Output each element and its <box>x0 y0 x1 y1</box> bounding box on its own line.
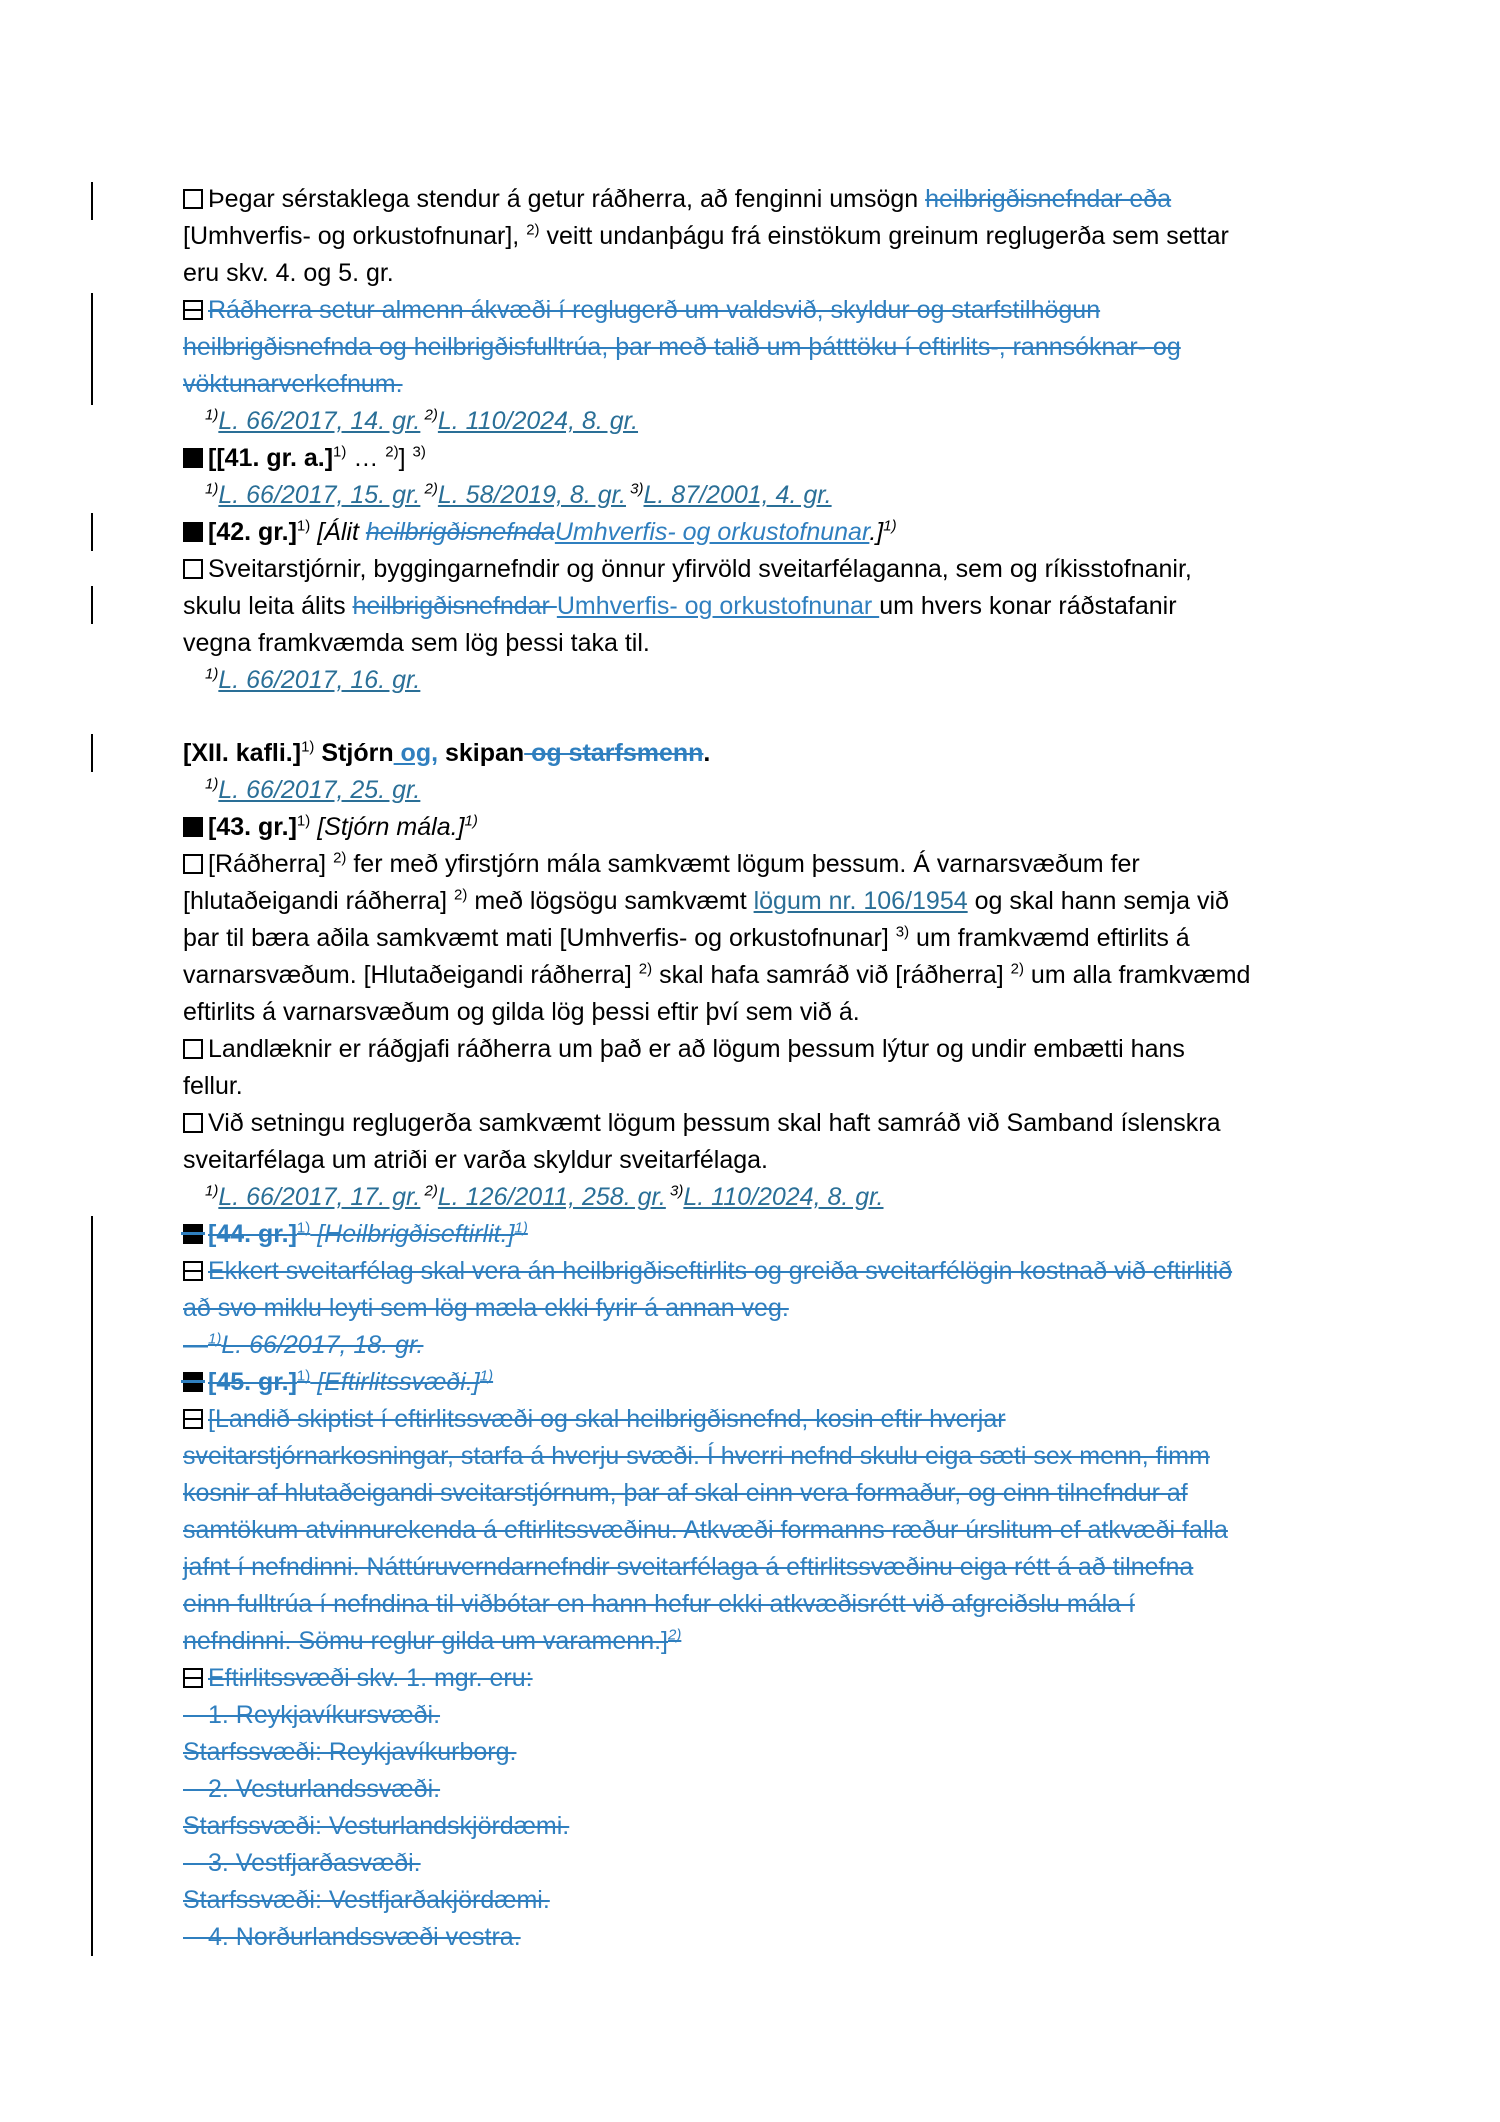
deleted-paragraph-line: sveitarstjórnarkosningar, starfa á hverju svæði. Í hverri nefnd skulu eiga sæti sex menn, fimm <box>183 1442 1210 1470</box>
law-reference-link[interactable]: L. 87/2001, 4. gr. <box>643 481 832 509</box>
article-marker-icon <box>183 817 203 837</box>
article-heading: [43. gr.]$^{1)}$ [Stjórn mála.]$^{1)}$ <box>183 809 478 846</box>
paragraph-marker-icon <box>183 189 203 209</box>
paragraph-line: sveitarfélaga um atriði er varða skyldur sveitarfélaga. <box>183 1146 768 1174</box>
chapter-heading: [XII. kafli.]$^{1)}$ Stjórn og, skipan og starfsmenn. <box>183 738 711 767</box>
deleted-list-detail: Starfssvæði: Vesturlandskjördæmi. <box>183 1812 570 1840</box>
paragraph-line: eftirlits á varnarsvæðum og gilda lög þessi eftir því sem við á. <box>183 998 860 1026</box>
deleted-paragraph-line: Ráðherra setur almenn ákvæði í reglugerð um valdsvið, skyldur og starfstilhögun <box>183 292 1100 329</box>
paragraph-line: vegna framkvæmda sem lög þessi taka til. <box>183 629 650 657</box>
paragraph-line: skulu leita álits heilbrigðisnefndar Umhverfis- og orkustofnunar um hvers konar ráðstafanir <box>183 592 1177 620</box>
deleted-paragraph-line: samtökum atvinnurekenda á eftirlitssvæðinu. Atkvæði formanns ræður úrslitum ef atkvæði falla <box>183 1516 1228 1544</box>
footnote-line: $^{1)}$L. 66/2017, 16. gr. <box>205 665 421 694</box>
deleted-paragraph-line: Eftirlitssvæði skv. 1. mgr. eru: <box>183 1660 533 1697</box>
paragraph-line: [Umhverfis- og orkustofnunar], $^{2)}$ veitt undanþágu frá einstökum greinum reglugerða sem settar <box>183 221 1229 250</box>
change-bar <box>91 513 93 551</box>
deleted-article-heading: [44. gr.]$^{1)}$ [Heilbrigðiseftirlit.]$^{1)}$ <box>183 1216 528 1253</box>
paragraph-line: fellur. <box>183 1072 243 1100</box>
law-reference-link[interactable]: L. 66/2017, 25. gr. <box>218 776 421 804</box>
law-reference-link[interactable]: L. 66/2017, 18. gr. <box>221 1331 424 1359</box>
change-bar <box>91 1216 93 1956</box>
deleted-article-heading: [45. gr.]$^{1)}$ [Eftirlitssvæði.]$^{1)}$ <box>183 1364 493 1401</box>
law-reference-link[interactable]: L. 66/2017, 15. gr. <box>218 481 421 509</box>
deleted-paragraph-line: [Landið skiptist í eftirlitssvæði og skal heilbrigðisnefnd, kosin eftir hverjar <box>183 1401 1006 1438</box>
article-heading: [[41. gr. a.]$^{1)}$ … $^{2)}$] $^{3)}$ <box>183 440 426 477</box>
footnote-marker: 2) <box>526 221 540 239</box>
deleted-list-item: 4. Norðurlandssvæði vestra. <box>208 1923 521 1951</box>
change-bar <box>91 586 93 624</box>
paragraph-line: [Ráðherra] $^{2)}$ fer með yfirstjórn mála samkvæmt lögum þessum. Á varnarsvæðum fer <box>183 846 1140 883</box>
law-reference-link[interactable]: L. 126/2011, 258. gr. <box>437 1183 666 1211</box>
paragraph-line: Við setningu reglugerða samkvæmt lögum þessum skal haft samráð við Samband íslenskra <box>183 1105 1221 1142</box>
inserted-text: og, <box>393 739 439 767</box>
article-marker-icon <box>183 1224 203 1244</box>
paragraph-marker-icon <box>183 300 203 320</box>
deleted-paragraph-line: Ekkert sveitarfélag skal vera án heilbrigðiseftirlits og greiða sveitarfélögin kostnað við eftirlitið <box>183 1253 1232 1290</box>
deleted-list-detail: Starfssvæði: Reykjavíkurborg. <box>183 1738 517 1766</box>
change-bar <box>91 293 93 405</box>
deleted-list-item: 3. Vestfjarðasvæði. <box>208 1849 421 1877</box>
paragraph-marker-icon <box>183 1113 203 1133</box>
paragraph-line: varnarsvæðum. [Hlutaðeigandi ráðherra] $^{2)}$ skal hafa samráð við [ráðherra] $^{2)}$ um alla framkvæmd <box>183 960 1251 989</box>
paragraph-line: Landlæknir er ráðgjafi ráðherra um það er að lögum þessum lýtur og undir embætti hans <box>183 1031 1185 1068</box>
paragraph-marker-icon <box>183 1261 203 1281</box>
law-reference-link[interactable]: L. 110/2024, 8. gr. <box>437 407 639 435</box>
paragraph-marker-icon <box>183 1409 203 1429</box>
change-bar <box>91 182 93 220</box>
footnote-line: $^{1)}$L. 66/2017, 14. gr. $^{2)}$L. 110/2024, 8. gr. <box>205 406 639 435</box>
paragraph-line: eru skv. 4. og 5. gr. <box>183 259 394 287</box>
law-reference-link[interactable]: L. 58/2019, 8. gr. <box>437 481 626 509</box>
law-reference-link[interactable]: L. 110/2024, 8. gr. <box>683 1183 884 1211</box>
paragraph-line: þar til bæra aðila samkvæmt mati [Umhverfis- og orkustofnunar] $^{3)}$ um framkvæmd eftirlits á <box>183 923 1190 952</box>
footnote-line: $^{1)}$L. 66/2017, 15. gr. $^{2)}$L. 58/2019, 8. gr. $^{3)}$L. 87/2001, 4. gr. <box>205 480 832 509</box>
deleted-list-item: 2. Vesturlandssvæði. <box>208 1775 441 1803</box>
deleted-text: og starfsmenn <box>524 739 704 767</box>
deleted-list-detail: Starfssvæði: Vestfjarðakjördæmi. <box>183 1886 550 1914</box>
article-marker-icon <box>183 1372 203 1392</box>
inserted-text: Umhverfis- og orkustofnunar <box>556 592 880 620</box>
deleted-list-item: 1. Reykjavíkursvæði. <box>208 1701 441 1729</box>
deleted-paragraph-line: einn fulltrúa í nefndina til viðbótar en hann hefur ekki atkvæðisrétt við afgreiðslu mála í <box>183 1590 1135 1618</box>
footnote-line: $^{1)}$L. 66/2017, 17. gr. $^{2)}$L. 126/2011, 258. gr. $^{3)}$L. 110/2024, 8. gr. <box>205 1182 884 1211</box>
paragraph-line: Þegar sérstaklega stendur á getur ráðherra, að fenginni umsögn heilbrigðisnefndar eða <box>183 181 1171 218</box>
deleted-paragraph-line: jafnt í nefndinni. Náttúruverndarnefndir sveitarfélaga á eftirlitssvæðinu eiga rétt á að tilnefna <box>183 1553 1194 1581</box>
deleted-paragraph-line: kosnir af hlutaðeigandi sveitarstjórnum, þar af skal einn vera formaður, og einn tilnefndur af <box>183 1479 1188 1507</box>
paragraph-marker-icon <box>183 854 203 874</box>
article-marker-icon <box>183 448 203 468</box>
change-bar <box>91 734 93 772</box>
law-reference-link[interactable]: L. 66/2017, 14. gr. <box>218 407 421 435</box>
paragraph-marker-icon <box>183 1039 203 1059</box>
deleted-footnote-line: —$^{1)}$L. 66/2017, 18. gr. <box>183 1330 424 1359</box>
paragraph-line: Sveitarstjórnir, byggingarnefndir og önnur yfirvöld sveitarfélaganna, sem og ríkisstofnanir, <box>183 551 1192 588</box>
paragraph-marker-icon <box>183 1668 203 1688</box>
inserted-text: Umhverfis- og orkustofnunar <box>554 518 870 546</box>
paragraph-marker-icon <box>183 559 203 579</box>
deleted-paragraph-line: heilbrigðisnefnda og heilbrigðisfulltrúa, þar með talið um þátttöku í eftirlits-, rannsóknar- og <box>183 333 1181 361</box>
law-link[interactable]: lögum nr. 106/1954 <box>753 887 968 915</box>
article-heading: [42. gr.]$^{1)}$ [Álit heilbrigðisnefndaUmhverfis- og orkustofnunar.]$^{1)}$ <box>183 514 897 551</box>
deleted-paragraph-line: nefndinni. Sömu reglur gilda um varamenn.]$^{2)}$ <box>183 1626 682 1655</box>
deleted-paragraph-line: að svo miklu leyti sem lög mæla ekki fyrir á annan veg. <box>183 1294 789 1322</box>
deleted-paragraph-line: vöktunarverkefnum. <box>183 370 403 398</box>
law-reference-link[interactable]: L. 66/2017, 16. gr. <box>218 666 421 694</box>
paragraph-line: [hlutaðeigandi ráðherra] $^{2)}$ með lögsögu samkvæmt lögum nr. 106/1954 og skal hann semja við <box>183 886 1229 915</box>
law-reference-link[interactable]: L. 66/2017, 17. gr. <box>218 1183 421 1211</box>
footnote-line: $^{1)}$L. 66/2017, 25. gr. <box>205 775 421 804</box>
article-marker-icon <box>183 522 203 542</box>
deleted-text: heilbrigðisnefndar eða <box>925 185 1172 213</box>
deleted-text: heilbrigðisnefndar <box>352 592 557 620</box>
deleted-text: heilbrigðisnefnda <box>365 518 555 546</box>
